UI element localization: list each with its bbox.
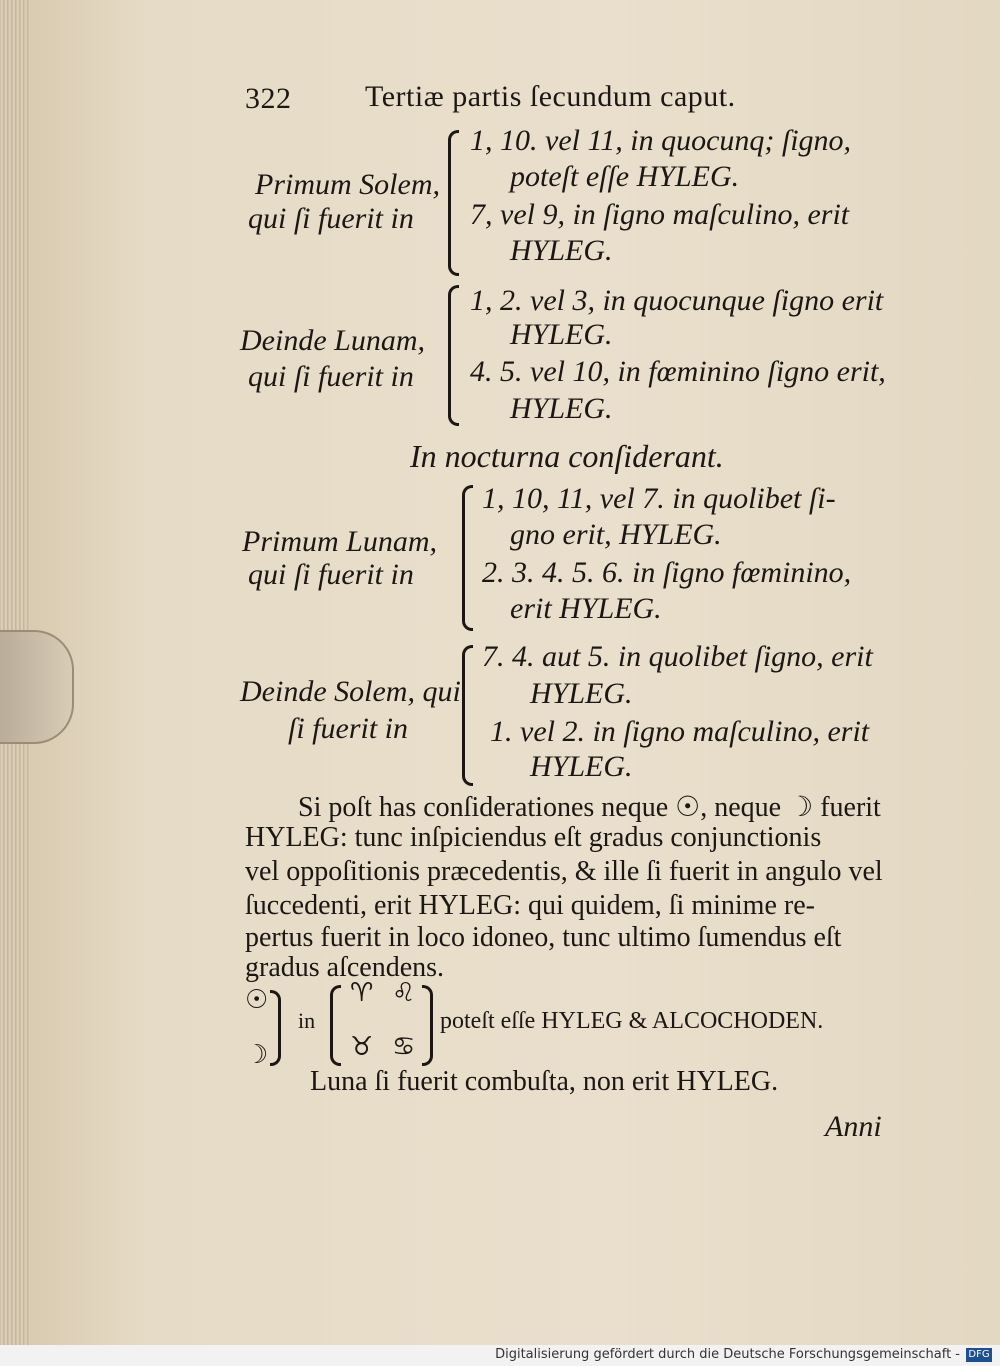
rule-line: 7. 4. aut 5. in quolibet ſigno, erit xyxy=(482,640,873,673)
section-label: Deinde Lunam, xyxy=(240,324,425,357)
book-page xyxy=(30,0,1000,1345)
nocturna-heading: In nocturna conſiderant. xyxy=(410,438,724,474)
rule-line: 1, 10. vel 11, in quocunq; ſigno, xyxy=(470,124,852,157)
rule-line: HYLEG. xyxy=(530,677,633,710)
rule-line: gno erit, HYLEG. xyxy=(510,518,722,551)
leo-symbol: ♌ xyxy=(392,978,416,1008)
brace xyxy=(422,985,433,1066)
in-word: in xyxy=(298,1008,316,1033)
rule-line: 7, vel 9, in ſigno maſculino, erit xyxy=(470,198,850,231)
dfg-logo: DFG xyxy=(966,1348,992,1362)
rule-line: 2. 3. 4. 5. 6. in ſigno fœminino, xyxy=(482,556,852,589)
luna-line: Luna ſi fuerit combuſta, non erit HYLEG. xyxy=(310,1066,779,1097)
paragraph-line: ſuccedenti, erit HYLEG: qui quidem, ſi minime re- xyxy=(245,890,815,921)
moon-symbol: ☽ xyxy=(245,1040,269,1070)
brace xyxy=(448,130,459,276)
brace xyxy=(270,990,281,1066)
paragraph-line: vel oppoſitionis præcedentis, & ille ſi fuerit in angulo vel xyxy=(245,856,883,887)
rule-line: HYLEG. xyxy=(510,318,613,351)
rule-line: 4. 5. vel 10, in fœminino ſigno erit, xyxy=(470,355,886,388)
rule-line: erit HYLEG. xyxy=(510,592,662,625)
rule-line: 1, 10, 11, vel 7. in quolibet ſi- xyxy=(482,482,836,515)
paragraph-line: pertus fuerit in loco idoneo, tunc ultimo ſumendus eſt xyxy=(245,922,842,953)
section-label: qui ſi fuerit in xyxy=(248,360,414,393)
aries-symbol: ♈ xyxy=(350,978,374,1008)
brace xyxy=(462,645,473,786)
section-label: qui ſi fuerit in xyxy=(248,202,414,235)
page-clip xyxy=(0,630,74,744)
rule-line: 1, 2. vel 3, in quocunque ſigno erit xyxy=(470,284,884,317)
sun-symbol: ☉ xyxy=(245,985,269,1015)
brace xyxy=(462,485,473,631)
taurus-symbol: ♉ xyxy=(350,1032,374,1062)
rule-line: poteſt eſſe HYLEG. xyxy=(510,160,740,193)
section-label: Primum Solem, xyxy=(255,168,440,201)
sign-statement: poteſt eſſe HYLEG & ALCOCHODEN. xyxy=(440,1008,824,1034)
cancer-symbol: ♋ xyxy=(392,1032,416,1062)
running-head: Tertiæ partis ſecundum caput. xyxy=(365,80,736,113)
section-label: qui ſi fuerit in xyxy=(248,558,414,591)
paragraph-line: HYLEG: tunc inſpiciendus eſt gradus conjunctionis xyxy=(245,822,822,853)
catchword: Anni xyxy=(825,1110,882,1143)
section-label: ſi fuerit in xyxy=(288,712,408,745)
footer-bar xyxy=(0,1345,1000,1366)
rule-line: HYLEG. xyxy=(510,392,613,425)
rule-line: HYLEG. xyxy=(510,234,613,267)
brace xyxy=(330,985,341,1066)
section-label: Deinde Solem, qui xyxy=(240,675,461,708)
paragraph-line: Si poſt has conſiderationes neque ☉, neque ☽ fuerit xyxy=(298,792,881,823)
rule-line: HYLEG. xyxy=(530,750,633,783)
brace xyxy=(448,285,459,426)
footer-text: Digitalisierung gefördert durch die Deutsche Forschungsgemeinschaft - xyxy=(495,1347,960,1362)
section-label: Primum Lunam, xyxy=(242,525,438,558)
rule-line: 1. vel 2. in ſigno maſculino, erit xyxy=(490,715,870,748)
paragraph-line: gradus aſcendens. xyxy=(245,952,445,983)
page-number: 322 xyxy=(245,82,292,115)
